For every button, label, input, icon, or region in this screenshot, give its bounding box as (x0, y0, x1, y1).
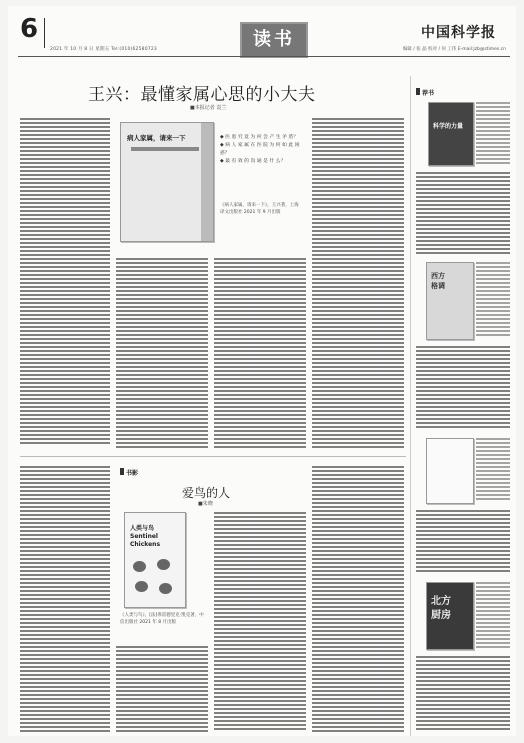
paper-name: 中国科学报 (421, 25, 496, 41)
article-separator (20, 456, 406, 457)
speech-bubble-icon (157, 559, 170, 570)
book-cover-title: 病人家属，请来一下 (127, 134, 186, 142)
newspaper-page (8, 6, 516, 736)
sidebar-book-cover-3 (426, 438, 474, 504)
second-text-col-2 (116, 646, 208, 732)
article-text-col-3 (214, 258, 306, 448)
sidebar-book-meta-4 (476, 582, 510, 648)
second-article-title: 爱鸟的人 (182, 486, 231, 500)
book-cover-title: 人类与鸟 Sentinel Chickens (130, 525, 161, 548)
article-text-col-4 (312, 118, 404, 448)
sidebar-book-cover-4 (426, 582, 474, 650)
sidebar-review-4 (416, 656, 510, 732)
second-article-byline: ■朱晓 (198, 501, 213, 507)
main-article-title: 王兴：最懂家属心思的小大夫 (88, 85, 316, 105)
article-text-col-1 (20, 118, 110, 446)
second-text-col-4 (312, 466, 404, 732)
quote-line: ◆ 最 有 效 的 沟 通 是 什 么？ (220, 159, 286, 164)
sidebar-book-cover-2 (426, 262, 474, 340)
editor-line: 编辑 / 张 晶 校对 / 何 工伟 E-mail:jzb@stimes.cn (402, 47, 506, 52)
sidebar-book-meta-1 (476, 102, 510, 164)
sidebar-review-1 (416, 172, 510, 254)
cover-bar (131, 147, 199, 151)
page-number: 6 (20, 14, 39, 44)
book-cover-main (120, 122, 214, 242)
sidebar-book-title: 西方格调 (431, 271, 445, 290)
quote-line: ◆ 病 人 家 属 在 医 院 为 何 如 此 困 惑？ (220, 143, 300, 156)
sidebar-book-cover-1 (428, 102, 474, 166)
sidebar-review-2 (416, 346, 510, 430)
speech-bubble-icon (133, 561, 146, 572)
header-rule (18, 56, 510, 57)
cover-strip (201, 123, 213, 241)
sidebar-book-title: 科学的力量 (433, 123, 464, 130)
sidebar-book-title: 北方厨房 (431, 596, 451, 621)
book-cover-second (124, 512, 186, 608)
speech-bubble-icon (135, 581, 148, 592)
sidebar-separator (410, 76, 411, 736)
issue-line: 2021 年 10 月 8 日 星期五 Tel:(010)62580723 (50, 47, 157, 52)
sidebar-review-3 (416, 510, 510, 574)
second-text-col-1 (20, 466, 110, 732)
section-title: 读书 (240, 22, 308, 58)
article-text-col-2 (116, 258, 208, 448)
article-pull-quote (220, 134, 300, 166)
second-article-tag: 书影 (120, 468, 138, 477)
main-article-byline: ■本报记者 袁兰 (190, 105, 227, 111)
quote-line: ◆ 医 患 究 竟 为 何 会 产 生 矛 盾？ (220, 135, 299, 140)
speech-bubble-icon (159, 583, 172, 594)
sidebar-book-meta-3 (476, 438, 510, 502)
main-book-caption: 《病人家属，请来一下》，王兴著，上海译文出版社 2021 年 9 月出版 (220, 203, 299, 215)
sidebar-book-meta-2 (476, 262, 510, 338)
sidebar-tag: 荐书 (416, 88, 434, 97)
second-book-caption: 《人类与鸟》，[法]弗雷德里克·凯克著，中信出版社 2021 年 8 月出版 (120, 613, 204, 625)
header-divider (44, 18, 45, 48)
second-text-col-3 (214, 512, 306, 732)
